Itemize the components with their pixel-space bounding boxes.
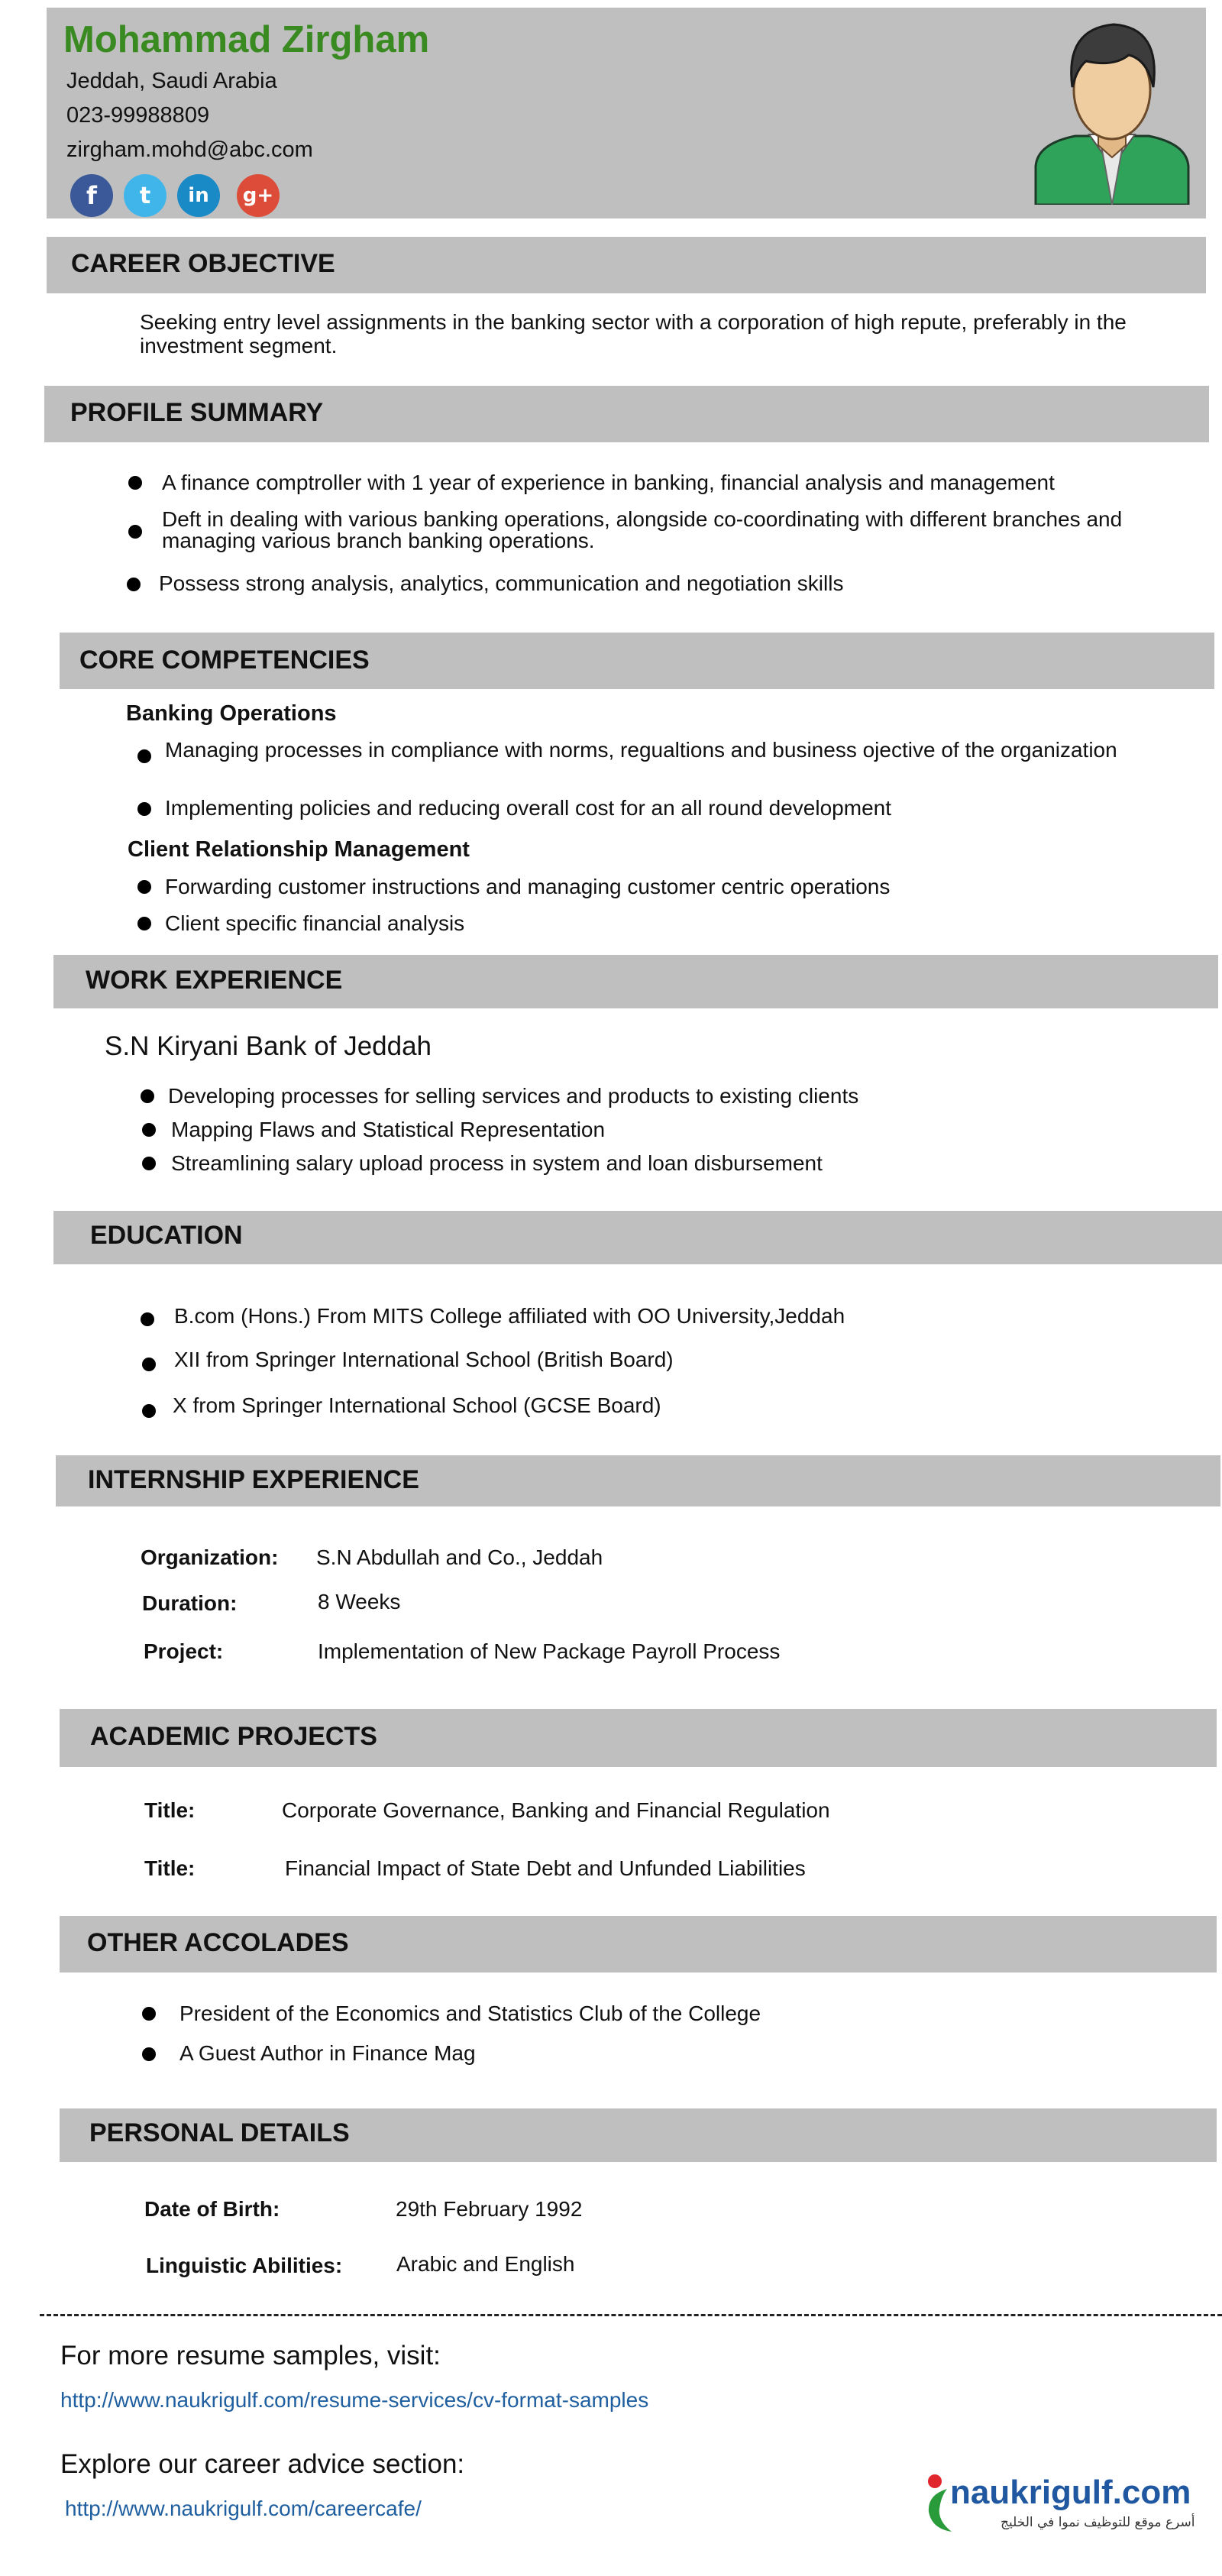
competency-heading: Banking Operations — [126, 701, 337, 726]
career-objective-text: Seeking entry level assignments in the banking sector with a corporation of high repute, preferably in the investment segment. — [140, 310, 1127, 358]
bullet-icon — [141, 1312, 154, 1326]
candidate-name: Mohammad Zirgham — [63, 19, 430, 60]
bullet-icon — [142, 1358, 156, 1371]
personal-label: Linguistic Abilities: — [146, 2254, 343, 2277]
bullet-icon — [128, 525, 142, 539]
accolades-title: OTHER ACCOLADES — [87, 1928, 349, 1957]
academic-projects-title: ACADEMIC PROJECTS — [90, 1722, 377, 1751]
personal-label: Date of Birth: — [144, 2197, 280, 2221]
accolade-item: President of the Economics and Statistics Club of the College — [179, 2002, 761, 2025]
project-label: Title: — [144, 1856, 196, 1880]
internship-label: Duration: — [142, 1591, 238, 1615]
internship-value: 8 Weeks — [318, 1590, 401, 1613]
bullet-icon — [142, 1123, 156, 1137]
naukrigulf-logo — [924, 2472, 1195, 2541]
competency-heading: Client Relationship Management — [128, 837, 470, 862]
profile-summary-item: Deft in dealing with various banking operations, alongside co-coordinating with different branches and managing various branch banking operations. — [162, 507, 1123, 552]
bullet-icon — [141, 1089, 154, 1103]
project-title: Financial Impact of State Debt and Unfunded Liabilities — [285, 1856, 806, 1880]
bullet-icon — [142, 1404, 156, 1418]
bullet-icon — [142, 1157, 156, 1170]
samples-link[interactable]: http://www.naukrigulf.com/resume-services/cv-format-samples — [60, 2388, 649, 2412]
twitter-icon[interactable]: t — [124, 174, 166, 217]
work-item: Streamlining salary upload process in system and loan disbursement — [171, 1151, 823, 1175]
education-item: B.com (Hons.) From MITS College affiliated with OO University,Jeddah — [174, 1304, 845, 1328]
bullet-icon — [137, 917, 151, 930]
education-item: XII from Springer International School (British Board) — [174, 1348, 674, 1371]
internship-title: INTERNSHIP EXPERIENCE — [88, 1465, 419, 1494]
personal-value: Arabic and English — [396, 2252, 575, 2276]
internship-value: Implementation of New Package Payroll Process — [318, 1639, 781, 1663]
bullet-icon — [128, 476, 142, 490]
career-objective-title: CAREER OBJECTIVE — [71, 249, 335, 278]
personal-value: 29th February 1992 — [396, 2197, 583, 2221]
project-label: Title: — [144, 1798, 196, 1822]
phone: 023-99988809 — [66, 103, 210, 128]
project-title: Corporate Governance, Banking and Financial Regulation — [282, 1798, 830, 1822]
competency-item: Client specific financial analysis — [165, 911, 465, 935]
accolade-item: A Guest Author in Finance Mag — [179, 2041, 476, 2065]
avatar-icon — [1030, 14, 1195, 205]
internship-label: Organization: — [141, 1545, 279, 1569]
bullet-icon — [137, 802, 151, 816]
competency-item: Implementing policies and reducing overall cost for an all round development — [165, 796, 891, 820]
work-experience-title: WORK EXPERIENCE — [86, 966, 343, 995]
facebook-icon[interactable]: f — [70, 174, 113, 217]
education-item: X from Springer International School (GCSE Board) — [173, 1393, 661, 1417]
core-competencies-title: CORE COMPETENCIES — [79, 646, 370, 675]
email[interactable]: zirgham.mohd@abc.com — [66, 138, 313, 162]
bullet-icon — [142, 2047, 156, 2061]
profile-summary-title: PROFILE SUMMARY — [70, 398, 324, 427]
advice-link[interactable]: http://www.naukrigulf.com/careercafe/ — [65, 2497, 422, 2520]
bullet-icon — [127, 578, 141, 591]
divider — [40, 2314, 1222, 2316]
work-item: Developing processes for selling services and products to existing clients — [168, 1084, 859, 1108]
bullet-icon — [137, 749, 151, 763]
logo-text: naukrigulf.com — [950, 2474, 1191, 2511]
samples-heading: For more resume samples, visit: — [60, 2341, 441, 2371]
profile-summary-item: A finance comptroller with 1 year of experience in banking, financial analysis and management — [162, 471, 1055, 494]
internship-label: Project: — [144, 1639, 224, 1663]
logo-tagline: أسرع موقع للتوظيف نموا في الخليج — [1001, 2515, 1195, 2530]
google-plus-icon[interactable]: g+ — [237, 174, 280, 217]
internship-value: S.N Abdullah and Co., Jeddah — [316, 1545, 603, 1569]
company-name: S.N Kiryani Bank of Jeddah — [105, 1031, 432, 1061]
competency-item: Managing processes in compliance with norms, regualtions and business ojective of the organization — [165, 738, 1117, 762]
profile-summary-item: Possess strong analysis, analytics, communication and negotiation skills — [159, 571, 844, 595]
linkedin-icon[interactable]: in — [177, 174, 220, 217]
advice-heading: Explore our career advice section: — [60, 2449, 465, 2479]
bullet-icon — [142, 2007, 156, 2021]
work-item: Mapping Flaws and Statistical Representation — [171, 1118, 606, 1141]
bullet-icon — [137, 880, 151, 894]
education-title: EDUCATION — [90, 1221, 243, 1250]
personal-details-title: PERSONAL DETAILS — [89, 2118, 350, 2147]
competency-item: Forwarding customer instructions and managing customer centric operations — [165, 875, 891, 898]
location: Jeddah, Saudi Arabia — [66, 69, 277, 93]
